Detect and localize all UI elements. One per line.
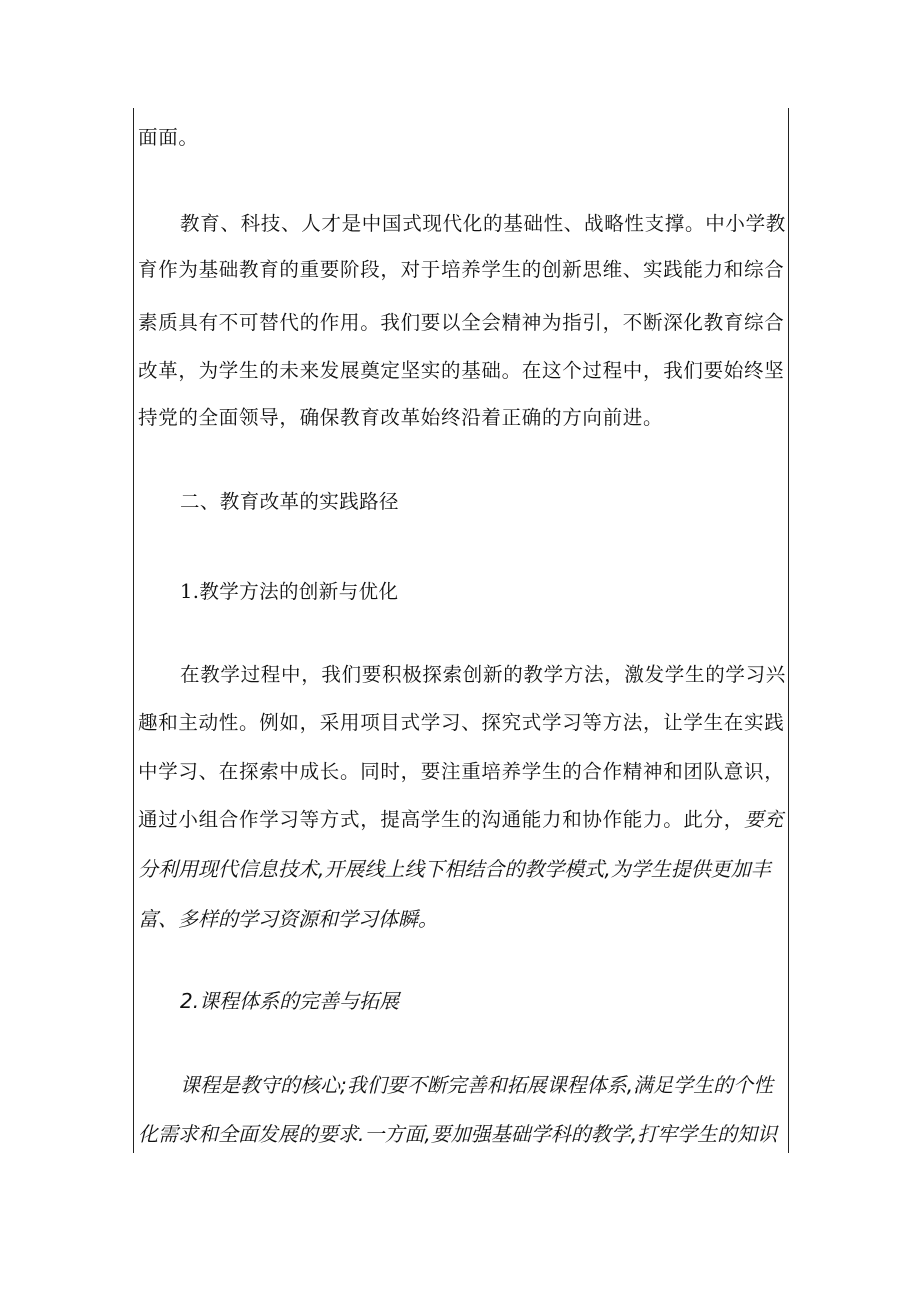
paragraph-line-segment-italic: 要充 [744, 808, 784, 831]
fragment-line: 面面。 [138, 126, 199, 149]
paragraph-line: 中学习、在探索中成长。同时，要注重培养学生的合作精神和团队意识， [138, 760, 785, 783]
paragraph-line-italic: 富、多样的学习资源和学习体瞬。 [138, 907, 438, 931]
paragraph-line: 教育、科技、人才是中国式现代化的基础性、战略性支撑。中小学教 [180, 212, 787, 235]
paragraph-line-italic: 课程是教守的核心;我们要不断完善和拓展课程体系,满足学生的个性 [180, 1073, 774, 1097]
paragraph-line-italic: 化需求和全面发展的要求.一方面,要加强基础学科的教学,打牢学生的知识 [138, 1122, 778, 1146]
paragraph-line-italic: 分利用现代信息技术,开展线上线下相结合的教学模式,为学生提供更加丰 [138, 857, 771, 881]
paragraph-line: 持党的全面领导，确保教育改革始终沿着正确的方向前进。 [138, 406, 664, 429]
section-heading: 二、教育改革的实践路径 [180, 490, 399, 513]
paragraph-line: 趣和主动性。例如，采用项目式学习、探究式学习等方法，让学生在实践 [138, 711, 785, 734]
subsection-heading: 1.教学方法的创新与优化 [180, 580, 399, 603]
paragraph-line: 在教学过程中，我们要积极探索创新的教学方法，激发学生的学习兴 [180, 663, 787, 686]
subsection-heading: 2.课程体系的完善与拓展 [180, 989, 400, 1013]
paragraph-line: 育作为基础教育的重要阶段，对于培养学生的创新思维、实践能力和综合 [138, 258, 785, 281]
paragraph-line-segment: 通过小组合作学习等方式，提高学生的沟通能力和协作能力。此分， [138, 808, 745, 831]
paragraph-line-mixed [138, 810, 783, 830]
paragraph-line: 改革，为学生的未来发展奠定坚实的基础。在这个过程中，我们要始终坚 [138, 359, 785, 382]
paragraph-line: 素质具有不可替代的作用。我们要以全会精神为指引，不断深化教育综合 [138, 311, 785, 334]
